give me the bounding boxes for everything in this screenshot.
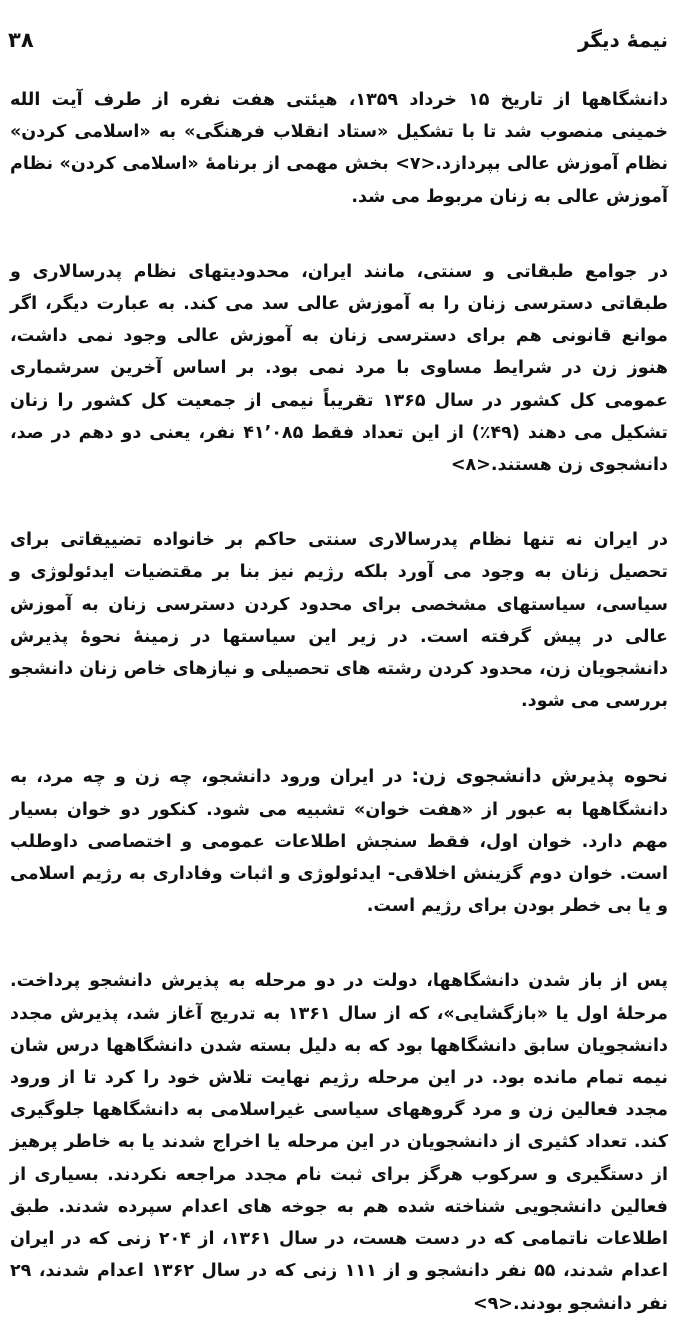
paragraph-4-text: در ایران ورود دانشجو، چه زن و چه مرد، به دانشگاهها به عبور از «هفت خوان» تشبیه می شود. کنکور دو خوان بسیار مهم دارد. خوان اول، فقط سنجش اطلاعات عمومی و اختصاصی داوطلب است. خوان دوم گزینش اخلاقی- ایدئولوژی و اثبات وفاداری به رژیم اسلامی و یا بی خطر بودن برای رژیم است. [10,767,668,917]
section-lead-heading: نحوه پذیرش دانشجوی زن: [411,765,668,788]
paragraph-4 [10,760,668,922]
paragraph-2: در جوامع طبقاتی و سنتی، مانند ایران، محدودیتهای نظام پدرسالاری و طبقاتی دسترسی زنان را به آموزش عالی سد می کند. به عبارت دیگر، اگر موانع قانونی هم برای دسترسی زنان به آموزش عالی وجود نمی داشت، هنوز زن در شرایط مساوی با مرد نمی بود. بر اساس آخرین سرشماری عمومی کل کشور در سال ۱۳۶۵ تقریباً نیمی از جمعیت کل کشور را زنان تشکیل می دهند (۴۹٪) از این تعداد فقط ۴۱٬۰۸۵ نفر، یعنی دو دهم در صد، دانشجوی زن هستند.<۸> [10,261,669,476]
paragraph-5: پس از باز شدن دانشگاهها، دولت در دو مرحله به پذیرش دانشجو پرداخت. مرحلهٔ اول یا «بازگشایی»، که از سال ۱۳۶۱ به تدریج آغاز شد، پذیرش مجدد دانشجویان سابق دانشگاهها بود که به دلیل بسته شدن دانشگاهها درس شان نیمه تمام مانده بود. در این مرحله رژیم نهایت تلاش خود را کرد تا از ورود مجدد فعالین زن و مرد گروههای سیاسی غیراسلامی به دانشگاهها جلوگیری کند. تعداد کثیری از دانشجویان در این مرحله یا اخراج شدند یا به خاطر پرهیز از دستگیری و سرکوب هرگز برای ثبت نام مجدد مراجعه نکردند. بسیاری از فعالین دانشجویی شناخته شده هم به جوخه های اعدام سپرده شدند. طبق اطلاعات ناتمامی که در دست هست، در سال ۱۳۶۱، از ۲۰۴ زنی که در ایران اعدام شدند، ۵۵ نفر دانشجو و از ۱۱۱ زنی که در سال ۱۳۶۲ اعدام شدند، ۲۹ نفر دانشجو بودند.<۹> [10,971,669,1314]
running-title: نیمهٔ دیگر [577,28,668,52]
page-body [10,84,668,1320]
paragraph-3: در ایران نه تنها نظام پدرسالاری سنتی حاکم بر خانواده تضییقاتی برای تحصیل زنان به وجود می آورد بلکه رژیم نیز بنا بر مقتضیات ایدئولوژی و سیاسی، سیاستهای مشخصی برای محدود کردن دسترسی زنان به آموزش عالی در پیش گرفته است. در زیر این سیاستها در زمینهٔ نحوهٔ پذیرش دانشجویان زن، محدود کردن رشته های تحصیلی و نیازهای خاص زنان دانشجو بررسی می شود. [10,530,668,712]
page-number: ۳۸ [8,28,34,52]
page-header [8,22,668,58]
paragraph-1: دانشگاهها از تاریخ ۱۵ خرداد ۱۳۵۹، هیئتی هفت نفره از طرف آیت الله خمینی منصوب شد تا با تشکیل «ستاد انقلاب فرهنگی» به «اسلامی کردن» نظام آموزش عالی بپردازد.<۷> بخش مهمی از برنامهٔ «اسلامی کردن» نظام آموزش عالی به زنان مربوط می شد. [10,90,668,207]
